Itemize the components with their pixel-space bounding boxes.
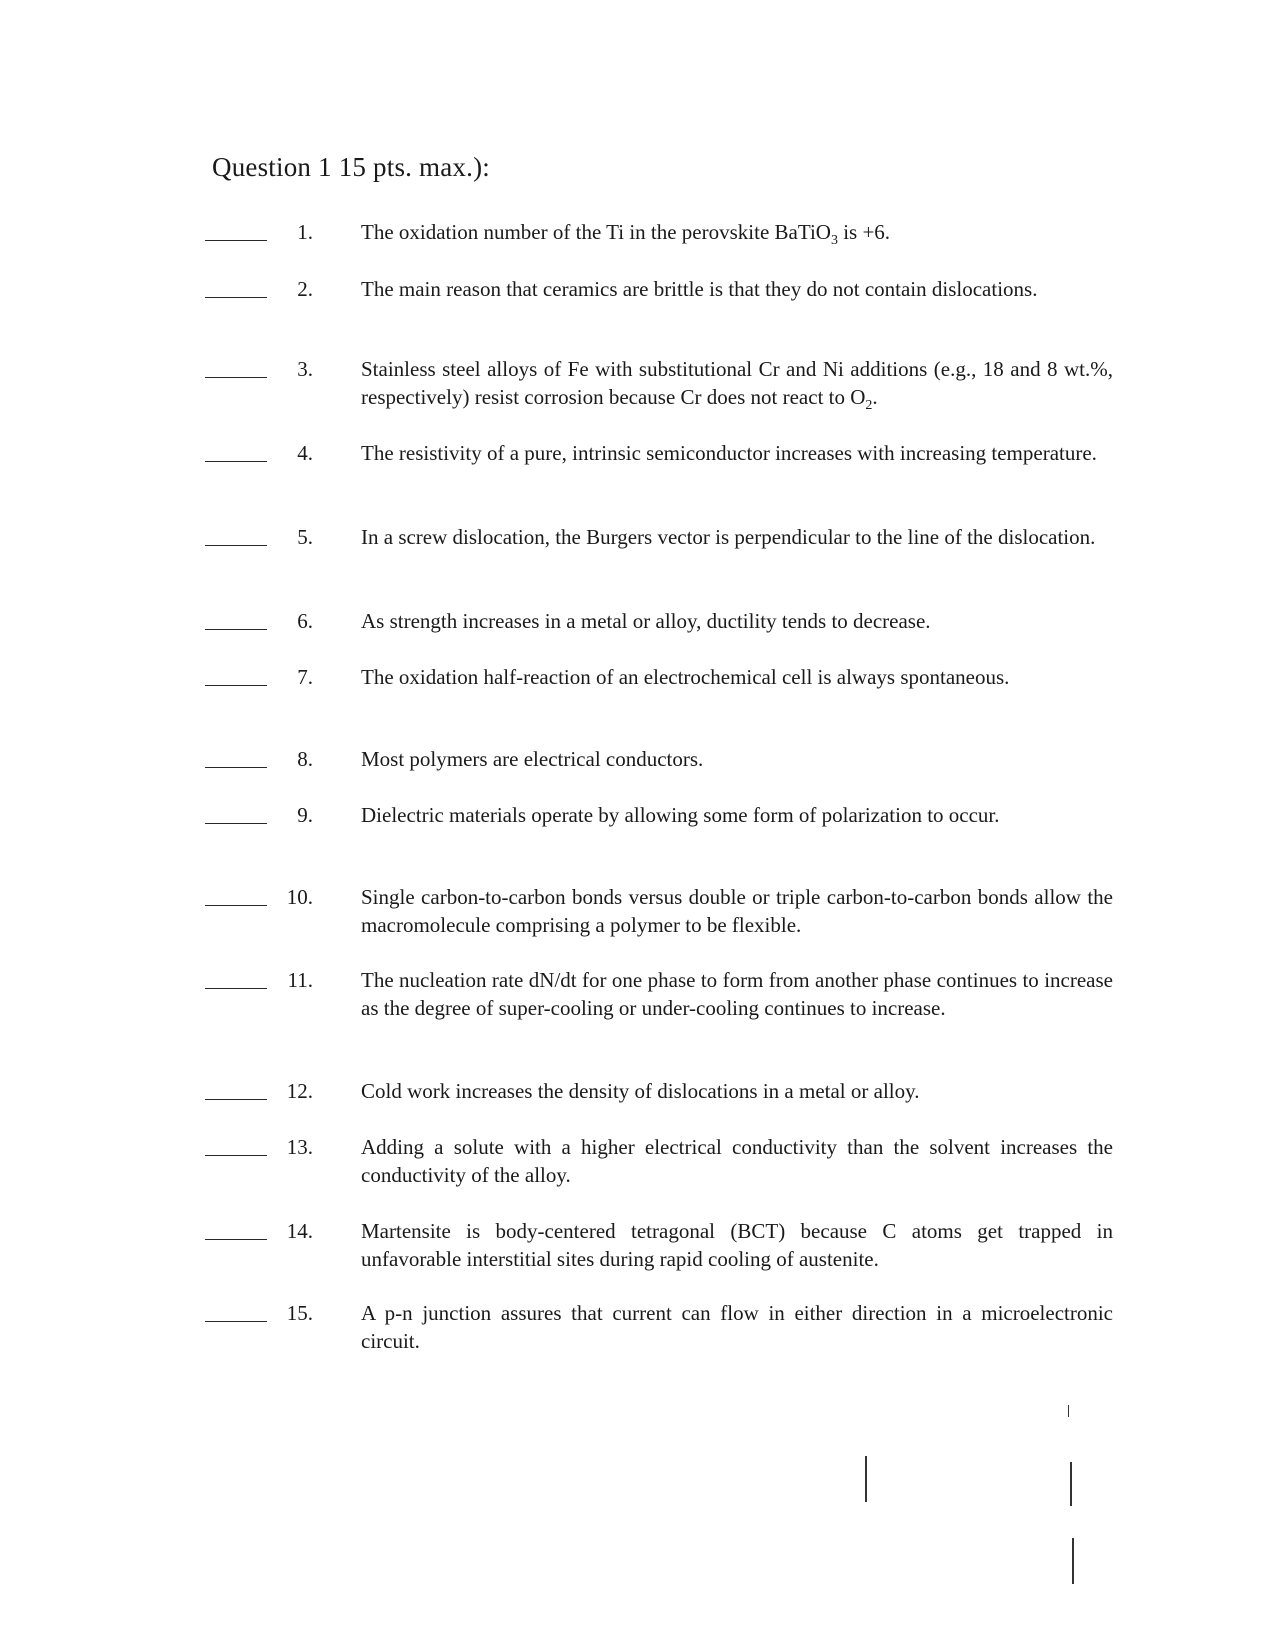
question-item [205, 218, 1105, 275]
question-text: In a screw dislocation, the Burgers vector is perpendicular to the line of the dislocation. [361, 525, 1096, 549]
question-number: 12. [286, 1079, 313, 1103]
question-item [205, 275, 1105, 355]
answer-blank[interactable] [205, 355, 267, 378]
question-item [205, 1077, 1105, 1133]
question-text: Martensite is body-centered tetragonal (BCT) because C atoms get trapped in unfavorable interstitial sites during rapid cooling of austenite. [361, 1219, 1113, 1271]
question-number: 10. [286, 885, 313, 909]
answer-blank[interactable] [205, 523, 267, 546]
question-item [205, 745, 1105, 801]
answer-blank[interactable] [205, 275, 267, 298]
question-text: The oxidation half-reaction of an electrochemical cell is always spontaneous. [361, 665, 1010, 689]
answer-blank[interactable] [205, 801, 267, 824]
question-number: 5. [297, 525, 313, 549]
question-heading: Question 1 15 pts. max.): [212, 152, 490, 182]
answer-blank[interactable] [205, 663, 267, 686]
question-item [205, 355, 1113, 439]
answer-blank[interactable] [205, 1133, 267, 1156]
answer-blank[interactable] [205, 607, 267, 630]
question-item [205, 1133, 1113, 1217]
question-number: 8. [297, 747, 313, 771]
question-item [205, 523, 1105, 607]
question-item [205, 883, 1113, 966]
question-item [205, 1299, 1113, 1359]
question-number: 13. [286, 1135, 313, 1159]
question-text: Single carbon-to-carbon bonds versus double or triple carbon-to-carbon bonds allow the macromolecule comprising a polymer to be flexible. [361, 885, 1113, 937]
answer-blank[interactable] [205, 1217, 267, 1240]
question-item [205, 663, 1105, 745]
question-text: Stainless steel alloys of Fe with substitutional Cr and Ni additions (e.g., 18 and 8 wt.%, respectively) resist corrosion because Cr does not react to $O_2$. [361, 357, 1113, 414]
answer-blank[interactable] [205, 745, 267, 768]
question-list [205, 218, 1113, 1359]
question-number: 7. [297, 665, 313, 689]
question-text: The resistivity of a pure, intrinsic semiconductor increases with increasing temperature. [361, 441, 1097, 465]
question-item [205, 1217, 1113, 1299]
question-text: Dielectric materials operate by allowing some form of polarization to occur. [361, 803, 1000, 827]
answer-blank[interactable] [205, 966, 267, 989]
question-number: 9. [297, 803, 313, 827]
question-text: The nucleation rate dN/dt for one phase to form from another phase continues to increase as the degree of super-cooling or under-cooling continues to increase. [361, 968, 1113, 1020]
question-number: 1. [297, 220, 313, 244]
question-text: The oxidation number of the Ti in the perovskite BaTiO$_3$ is +6. [361, 220, 891, 249]
question-text: As strength increases in a metal or alloy, ductility tends to decrease. [361, 609, 931, 633]
question-number: 6. [297, 609, 313, 633]
question-text: Cold work increases the density of dislocations in a metal or alloy. [361, 1079, 920, 1103]
question-item [205, 966, 1113, 1077]
answer-blank[interactable] [205, 439, 267, 462]
question-item [205, 801, 1105, 883]
answer-blank[interactable] [205, 1077, 267, 1100]
answer-blank[interactable] [205, 883, 267, 906]
question-number: 3. [297, 357, 313, 381]
question-text: The main reason that ceramics are brittle is that they do not contain dislocations. [361, 277, 1038, 301]
question-number: 4. [297, 441, 313, 465]
question-number: 2. [297, 277, 313, 301]
scan-mark [865, 1456, 867, 1502]
question-item [205, 439, 1105, 523]
scan-mark [1070, 1462, 1072, 1506]
scan-mark [1072, 1538, 1074, 1584]
question-text: Most polymers are electrical conductors. [361, 747, 704, 771]
question-text: Adding a solute with a higher electrical conductivity than the solvent increases the conductivity of the alloy. [361, 1135, 1113, 1187]
question-number: 15. [286, 1301, 313, 1325]
question-number: 11. [287, 968, 313, 992]
question-text: A p-n junction assures that current can flow in either direction in a microelectronic circuit. [361, 1301, 1113, 1353]
answer-blank[interactable] [205, 218, 267, 241]
answer-blank[interactable] [205, 1299, 267, 1322]
question-item [205, 607, 1105, 663]
scan-mark [1068, 1405, 1069, 1417]
question-number: 14. [286, 1219, 313, 1243]
